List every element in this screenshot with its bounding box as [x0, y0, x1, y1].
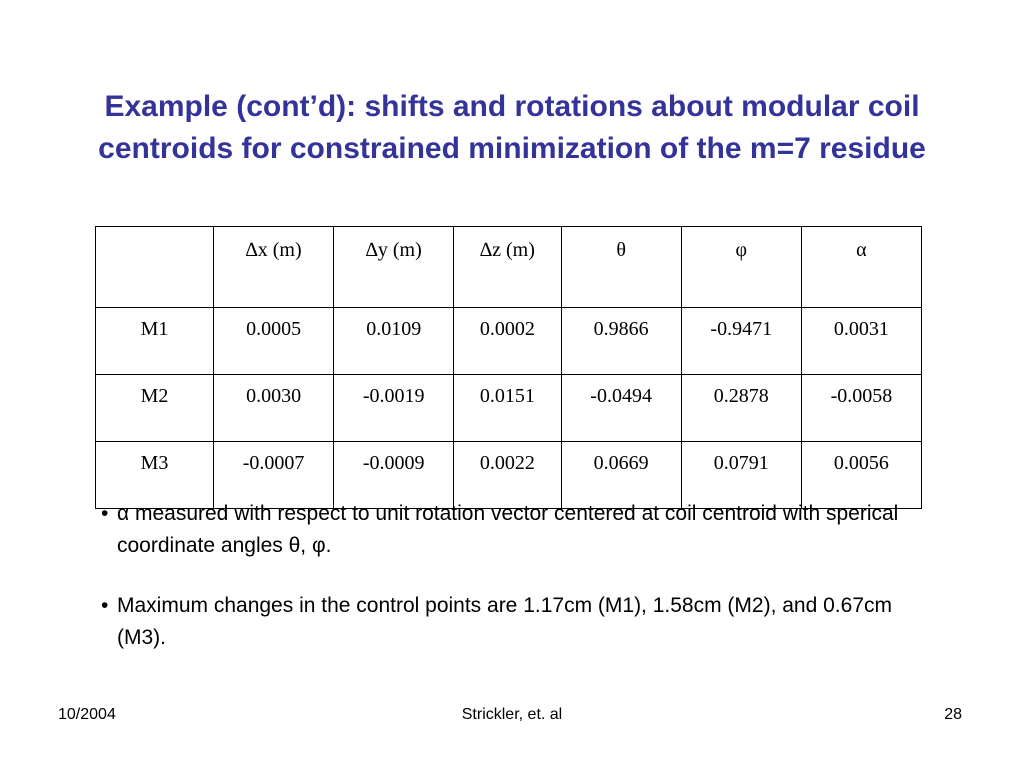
row-label: M3: [96, 442, 214, 509]
bullet-text: α measured with respect to unit rotation vector centered at coil centroid with sperical coordinate angles θ, φ.: [117, 502, 899, 557]
table-cell: 0.0056: [801, 442, 921, 509]
table-row: [96, 375, 922, 442]
table-cell: 0.0002: [454, 308, 561, 375]
slide-title-line-1: Example (cont’d): shifts and rotations about modular coil: [104, 90, 920, 123]
footer-page-number: 28: [944, 706, 962, 723]
bullet-item: [101, 590, 941, 654]
table-header-row: [96, 227, 922, 308]
table-cell: 0.0109: [334, 308, 454, 375]
table-cell: -0.0007: [214, 442, 334, 509]
table-cell: -0.0019: [334, 375, 454, 442]
row-label: M2: [96, 375, 214, 442]
slide-title: [20, 86, 1004, 170]
footer-date: 10/2004: [58, 706, 116, 723]
bullet-marker: •: [101, 594, 109, 617]
row-label: M1: [96, 308, 214, 375]
table-cell: 0.0030: [214, 375, 334, 442]
bullet-marker: •: [101, 502, 109, 525]
table-cell: 0.9866: [561, 308, 681, 375]
table-cell: 0.0791: [681, 442, 801, 509]
table-cell: 0.0151: [454, 375, 561, 442]
header-cell-phi: φ: [681, 227, 801, 308]
header-cell-corner: [96, 227, 214, 308]
header-cell-dx: ∆x (m): [214, 227, 334, 308]
slide-title-line-2: centroids for constrained minimization of the m=7 residue: [98, 132, 926, 165]
footer-author: Strickler, et. al: [461, 706, 563, 723]
table-cell: 0.0031: [801, 308, 921, 375]
header-cell-dy: ∆y (m): [334, 227, 454, 308]
table-cell: 0.2878: [681, 375, 801, 442]
results-table: [95, 226, 922, 509]
bullet-item: [101, 498, 941, 562]
bullet-text: Maximum changes in the control points are 1.17cm (M1), 1.58cm (M2), and 0.67cm (M3).: [117, 594, 892, 649]
header-cell-theta: θ: [561, 227, 681, 308]
table-row: [96, 308, 922, 375]
table-cell: 0.0669: [561, 442, 681, 509]
table-cell: -0.0494: [561, 375, 681, 442]
table-cell: -0.9471: [681, 308, 801, 375]
header-cell-dz: ∆z (m): [454, 227, 561, 308]
header-cell-alpha: α: [801, 227, 921, 308]
table-cell: -0.0009: [334, 442, 454, 509]
table-cell: 0.0022: [454, 442, 561, 509]
table-cell: 0.0005: [214, 308, 334, 375]
table-cell: -0.0058: [801, 375, 921, 442]
bullet-list: [101, 498, 941, 682]
